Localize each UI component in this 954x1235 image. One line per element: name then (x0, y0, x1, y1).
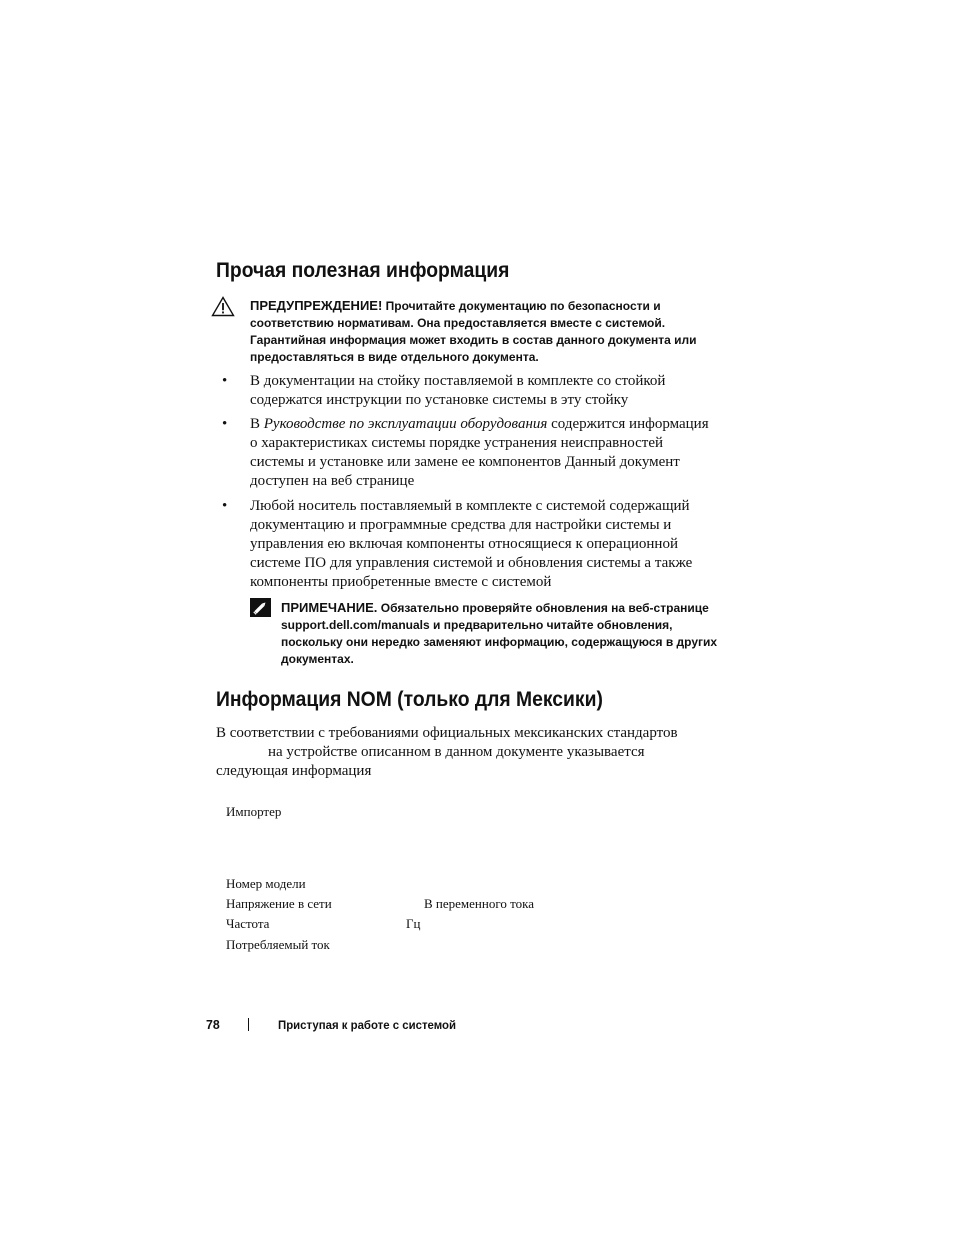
support-link[interactable]: support.dell.com/manuals (281, 618, 430, 632)
warning-text-1: Прочитайте документацию по безопасности и (385, 299, 661, 313)
page-number: 78 (206, 1017, 220, 1032)
note-block (281, 599, 721, 668)
bullet-1-line-1: В документации на стойку поставляемой в комплекте со стойкой (250, 373, 666, 389)
bullet-2-line-4: доступен на веб странице (250, 473, 415, 489)
bullet-2-line-1 (250, 415, 730, 434)
warning-line-1 (250, 297, 720, 315)
note-text-3: поскольку они нередко заменяют информацию, содержащуюся в других (281, 635, 718, 649)
bullet-3-line-3: управления ею включая компоненты относящиеся к операционной (250, 536, 678, 552)
bullet-marker-1: • (222, 373, 228, 389)
note-line-2 (281, 617, 721, 634)
bullet-2-line-2: о характеристиках системы порядке устранения неисправностей (250, 435, 664, 451)
nom-frequency-value: Гц (406, 916, 421, 931)
footer-chapter-title: Приступая к работе с системой (278, 1018, 456, 1032)
nom-importer-label: Импортер (226, 804, 282, 819)
note-line-1 (281, 599, 721, 617)
bullet-item-media (250, 497, 730, 592)
nom-intro-line-2: на устройстве описанном в данном документе указывается (268, 744, 645, 760)
warning-triangle-icon (211, 296, 235, 317)
nom-voltage-label: Напряжение в сети (226, 896, 332, 911)
bullet-item-rack-docs (250, 372, 730, 410)
bullet-3-line-1: Любой носитель поставляемый в комплекте с системой содержащий (250, 498, 690, 514)
nom-model-label: Номер модели (226, 876, 306, 891)
note-pencil-icon (250, 598, 271, 617)
nom-intro-line-1: В соответствии с требованиями официальных мексиканских стандартов (216, 725, 678, 741)
nom-voltage-value: В переменного тока (424, 896, 534, 911)
bullet-marker-3: • (222, 498, 228, 514)
bullet-3-line-4: системе ПО для управления системой и обновления системы а также (250, 555, 693, 571)
bullet-2-prefix: В (250, 416, 264, 432)
bullet-marker-2: • (222, 416, 228, 432)
bullet-2-line-3: системы и установке или замене ее компонентов Данный документ (250, 454, 680, 470)
nom-intro (216, 724, 736, 781)
section-title-other-info: Прочая полезная информация (216, 259, 510, 282)
note-label: ПРИМЕЧАНИЕ. (281, 600, 378, 615)
footer-separator (248, 1018, 249, 1031)
nom-frequency-label: Частота (226, 916, 270, 931)
section-title-nom: Информация NOM (только для Мексики) (216, 688, 603, 711)
bullet-2-suffix: содержится информация (547, 416, 709, 432)
bullet-item-owners-manual (250, 415, 730, 491)
warning-text-4: предоставляться в виде отдельного документа. (250, 350, 539, 364)
bullet-3-line-5: компоненты приобретенные вместе с системой (250, 574, 552, 590)
warning-block (250, 297, 720, 366)
bullet-3-line-2: документацию и программные средства для настройки системы и (250, 517, 672, 533)
nom-current-label: Потребляемый ток (226, 937, 330, 952)
bullet-1-line-2: содержатся инструкции по установке системы в эту стойку (250, 392, 629, 408)
manual-title-italic: Руководстве по эксплуатации оборудования (263, 416, 548, 432)
note-text-2: и предварительно читайте обновления, (429, 618, 673, 632)
nom-intro-line-3: следующая информация (216, 763, 372, 779)
note-text-1: Обязательно проверяйте обновления на веб-странице (380, 601, 709, 615)
warning-label: ПРЕДУПРЕЖДЕНИЕ! (250, 298, 383, 313)
warning-text-2: соответствию нормативам. Она предоставляется вместе с системой. (250, 316, 666, 330)
note-text-4: документах. (281, 652, 354, 666)
warning-text-3: Гарантийная информация может входить в состав данного документа или (250, 333, 697, 347)
